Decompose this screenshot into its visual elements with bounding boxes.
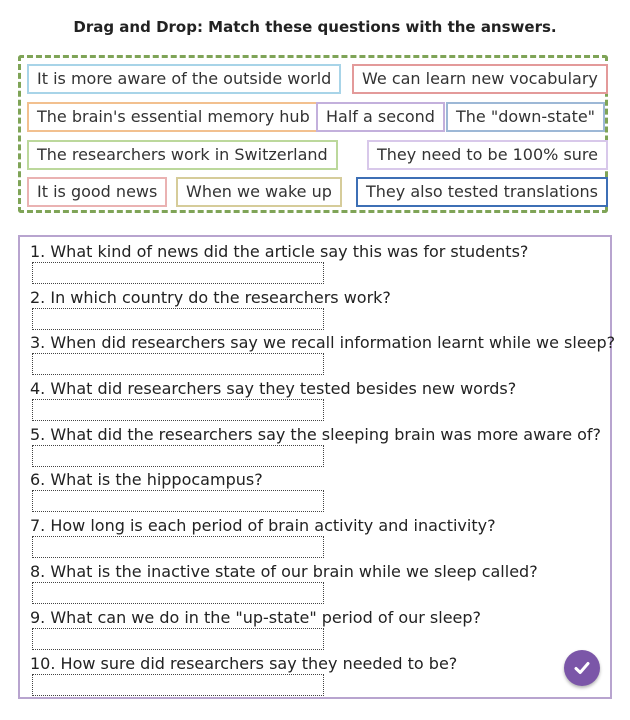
question-text: 6. What is the hippocampus? <box>30 470 263 489</box>
answer-drop-zone[interactable] <box>32 262 324 284</box>
questions-panel <box>18 235 616 699</box>
answer-chip[interactable]: The researchers work in Switzerland <box>27 140 338 170</box>
question-text: 5. What did the researchers say the sleeping brain was more aware of? <box>30 425 602 444</box>
answer-drop-zone[interactable] <box>32 628 324 650</box>
question-text: 1. What kind of news did the article say this was for students? <box>30 242 529 261</box>
question-text: 4. What did researchers say they tested besides new words? <box>30 379 517 398</box>
answer-chip[interactable]: Half a second <box>316 102 445 132</box>
question-text: 10. How sure did researchers say they needed to be? <box>30 654 458 673</box>
answer-drop-zone[interactable] <box>32 445 324 467</box>
answer-chip[interactable]: They also tested translations <box>356 177 608 207</box>
check-answers-button[interactable] <box>564 650 600 686</box>
question-text: 9. What can we do in the "up-state" period of our sleep? <box>30 608 482 627</box>
answer-chip[interactable]: They need to be 100% sure <box>367 140 608 170</box>
question-text: 3. When did researchers say we recall information learnt while we sleep? <box>30 333 616 352</box>
answer-drop-zone[interactable] <box>32 582 324 604</box>
answer-chip[interactable]: We can learn new vocabulary <box>352 64 608 94</box>
answer-drop-zone[interactable] <box>32 490 324 512</box>
question-text: 7. How long is each period of brain activity and inactivity? <box>30 516 496 535</box>
answer-chip[interactable]: The brain's essential memory hub <box>27 102 320 132</box>
answer-drop-zone[interactable] <box>32 536 324 558</box>
answer-drop-zone[interactable] <box>32 399 324 421</box>
answer-drop-zone[interactable] <box>32 674 324 696</box>
question-text: 8. What is the inactive state of our brain while we sleep called? <box>30 562 538 581</box>
answer-chip[interactable]: It is good news <box>27 177 167 207</box>
page-title: Drag and Drop: Match these questions with the answers. <box>73 18 557 36</box>
answer-chip[interactable]: It is more aware of the outside world <box>27 64 341 94</box>
answer-drop-zone[interactable] <box>32 353 324 375</box>
checkmark-icon <box>572 658 592 678</box>
answer-chip[interactable]: When we wake up <box>176 177 342 207</box>
answer-chip[interactable]: The "down-state" <box>446 102 605 132</box>
question-text: 2. In which country do the researchers work? <box>30 288 391 307</box>
answer-drop-zone[interactable] <box>32 308 324 330</box>
